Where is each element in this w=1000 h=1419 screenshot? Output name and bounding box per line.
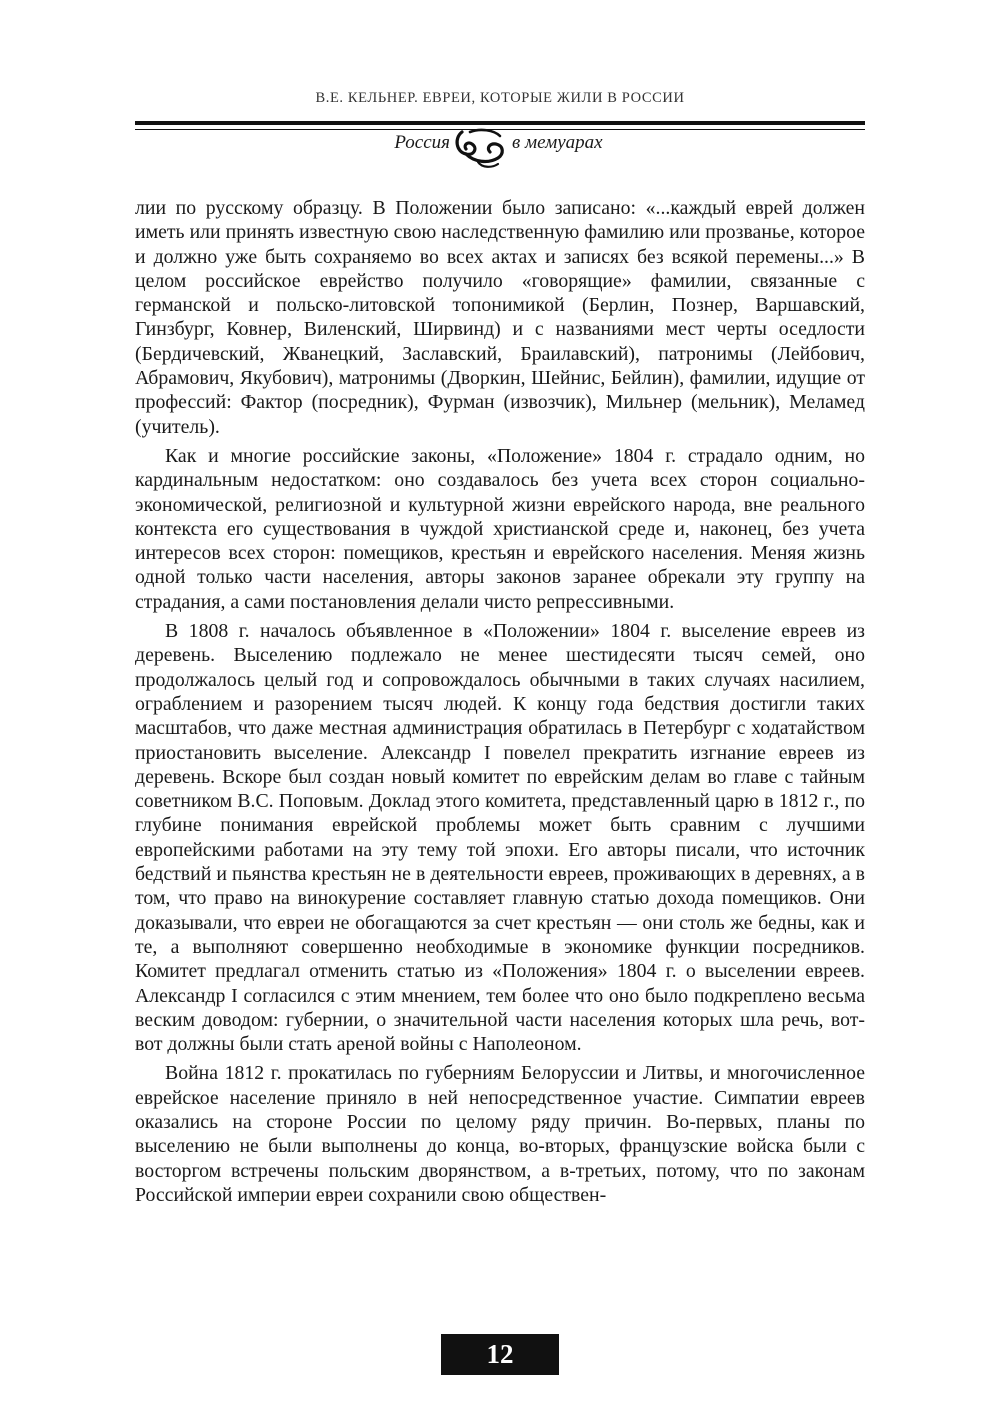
- series-title-left: Россия: [394, 132, 450, 153]
- paragraph-4: Война 1812 г. прокатилась по губерниям Белоруссии и Литвы, и многочисленное еврейское население приняло в ней непосредственное участие. Симпатии евреев оказались на стороне России по целому ряду причин. Во-первых, планы по выселению не были выполнены до конца, во-вторых, французские войска были с восторгом встречены польским дворянством, а в-третьих, потому, что по законам Российской империи евреи сохранили свою обществен-: [135, 1062, 865, 1206]
- flourish-ornament-icon: [452, 124, 510, 170]
- page-number: 12: [441, 1334, 559, 1375]
- paragraph-3: В 1808 г. началось объявленное в «Положении» 1804 г. выселение евреев из деревень. Выселению подлежало не менее шестидесяти тысяч семей, оно продолжалось целый год и сопровождалось обычными в таких случаях насилием, ограблением и разорением тысяч людей. К концу года бедствия достигли таких масштабов, что даже местная администрация обратилась в Петербург с ходатайством приостановить выселение. Александр I повелел прекратить изгнание евреев из деревень. Вскоре был создан новый комитет по еврейским делам во главе с тайным советником В.С. Поповым. Доклад этого комитета, представленный царю в 1812 г., по глубине понимания еврейской проблемы может быть сравним с лучшими европейскими работами на эту тему той эпохи. Его авторы писали, что источник бедствий и пьянства крестьян не в деятельности евреев, проживающих в деревнях, а в том, что право на винокурение составляет главную статью дохода помещиков. Они доказывали, что евреи не обогащаются за счет крестьян — они столь же бедны, как и те, а выполняют совершенно необходимые в экономике функции посредников. Комитет предлагал отменить статью из «Положения» 1804 г. о выселении евреев. Александр I согласился с этим мнением, тем более что оно было подкреплено весьма веским доводом: губернии, о значительной части населения которых шла речь, вот-вот должны были стать ареной войны с Наполеоном.: [135, 620, 865, 1056]
- series-title-right: в мемуарах: [512, 132, 603, 153]
- body-text: [135, 196, 865, 1212]
- paragraph-2: Как и многие российские законы, «Положение» 1804 г. страдало одним, но кардинальным недостатком: оно создавалось без учета всех сторон социально-экономической, религиозной и культурной жизни еврейского народа, вне реального контекста его существования в чуждой христианской среде и, наконец, без учета интересов всех сторон: помещиков, крестьян и еврейского населения. Меняя жизнь одной только части населения, авторы законов заранее обрекали эту группу на страдания, а сами постановления делали чисто репрессивными.: [135, 444, 865, 613]
- running-head: В.Е. КЕЛЬНЕР. ЕВРЕИ, КОТОРЫЕ ЖИЛИ В РОССИИ: [315, 90, 685, 106]
- paragraph-1: лии по русскому образцу. В Положении было записано: «...каждый еврей должен иметь или принять известную свою наследственную фамилию или прозванье, которое и должно уже быть сохраняемо во всех актах и записях без всякой перемены...» В целом российское еврейство получило «говорящие» фамилии, связанные с германской и польско-литовской топонимикой (Берлин, Познер, Варшавский, Гинзбург, Ковнер, Виленский, Ширвинд) и с названиями мест черты оседлости (Бердичевский, Жванецкий, Заславский, Браилавский), патронимы (Лейбович, Абрамович, Якубович), матронимы (Дворкин, Шейнис, Бейлин), фамилии, идущие от профессий: Фактор (посредник), Фурман (извозчик), Мильнер (мельник), Меламед (учитель).: [135, 197, 865, 438]
